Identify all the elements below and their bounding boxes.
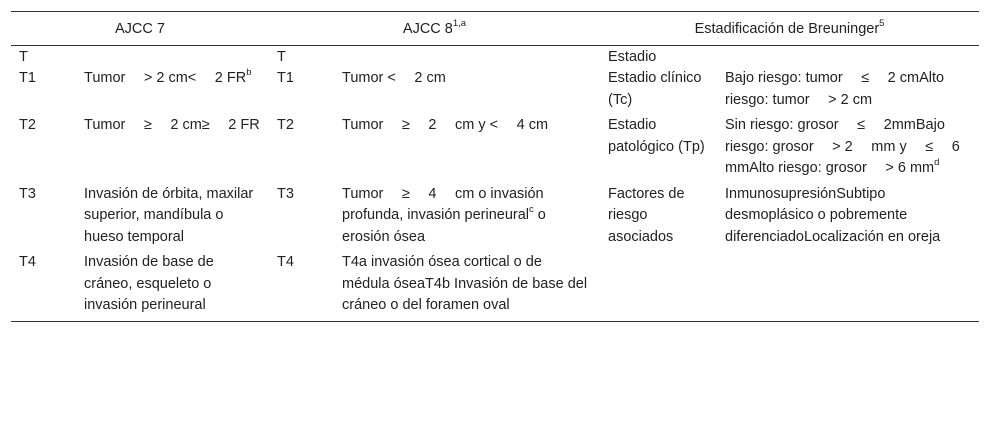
empty-cell	[76, 46, 269, 68]
ajcc7-code: T1	[19, 70, 36, 86]
ajcc8-desc: Tumor ≥ 4 cm o invasión profunda, invasión perineural$^c$ o erosión ósea	[342, 185, 550, 245]
subheader-ajcc7-t: T	[19, 49, 28, 65]
subheader-row	[11, 46, 979, 68]
ajcc8-desc: Tumor ≥ 2 cm y < 4 cm	[342, 117, 549, 133]
header-breuninger: Estadificación de Breuninger$^5$	[600, 12, 979, 46]
ajcc7-code: T2	[19, 117, 36, 133]
staging-table	[11, 11, 979, 322]
ajcc8-desc: Tumor < 2 cm	[342, 70, 446, 86]
ajcc7-desc: Tumor ≥ 2 cm≥ 2 FR	[84, 117, 260, 133]
ajcc8-code: T4	[269, 251, 334, 321]
breuninger-desc	[717, 251, 979, 321]
ajcc8-code: T3	[277, 185, 294, 202]
breuninger-desc: InmunosupresiónSubtipo desmoplásico o pobremente diferenciadoLocalización en oreja	[725, 185, 941, 245]
ajcc8-code: T2	[277, 117, 294, 133]
breuninger-stage	[600, 251, 717, 321]
table-row	[11, 251, 979, 321]
empty-cell	[334, 46, 600, 68]
empty-cell	[717, 46, 979, 68]
subheader-ajcc8-t: T	[277, 49, 286, 65]
table-row	[11, 67, 979, 114]
header-ajcc8: AJCC 8$^{1,a}$	[269, 12, 600, 46]
breuninger-desc: Bajo riesgo: tumor ≤ 2 cmAlto riesgo: tumor > 2 cm	[725, 70, 949, 108]
ajcc7-desc: Invasión de base de cráneo, esqueleto o invasión perineural	[76, 251, 269, 321]
breuninger-stage: Estadio patológico (Tp)	[608, 117, 705, 155]
header-row	[11, 12, 979, 46]
header-ajcc7: AJCC 7	[11, 12, 269, 46]
breuninger-stage: Factores de riesgo asociados	[608, 185, 689, 245]
ajcc7-desc: Invasión de órbita, maxilar superior, mandíbula o hueso temporal	[84, 185, 258, 245]
ajcc8-desc: T4a invasión ósea cortical o de médula óseaT4b Invasión de base del cráneo o del foramen oval	[334, 251, 600, 321]
table-row	[11, 114, 979, 183]
table-row	[11, 183, 979, 252]
ajcc7-code: T4	[11, 251, 76, 321]
breuninger-desc: Sin riesgo: grosor ≤ 2mmBajo riesgo: grosor > 2 mm y ≤ 6 mmAlto riesgo: grosor > 6 $mm^d$	[725, 117, 964, 176]
ajcc7-desc: Tumor > 2 cm< 2 $FR^b$	[84, 67, 252, 86]
subheader-estadio: Estadio	[608, 49, 657, 65]
breuninger-stage: Estadio clínico (Tc)	[608, 70, 706, 108]
ajcc8-code: T1	[277, 70, 294, 86]
ajcc7-code: T3	[19, 185, 36, 202]
